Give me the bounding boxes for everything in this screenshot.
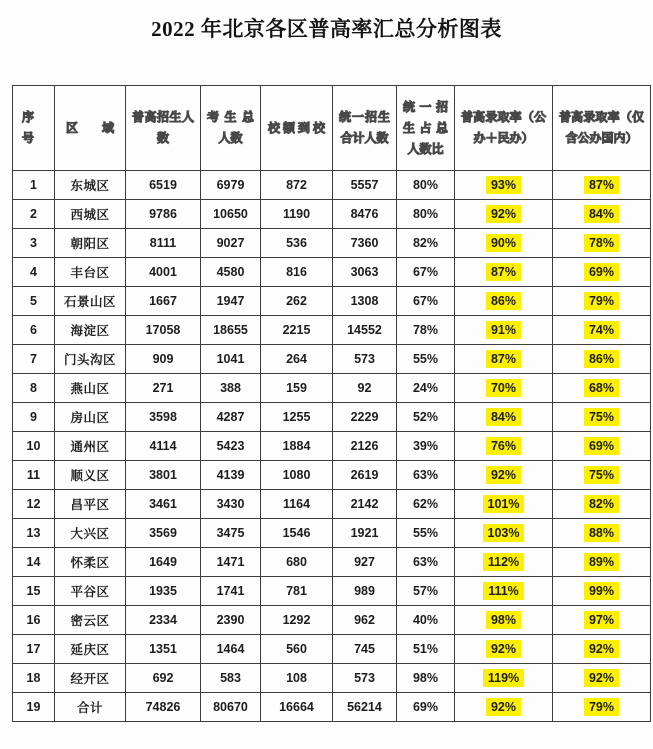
- table-cell: [455, 577, 553, 606]
- highlight-value: 92%: [486, 466, 521, 484]
- table-row: [13, 548, 651, 577]
- table-cell: 573: [333, 664, 397, 693]
- table-cell: 1308: [333, 287, 397, 316]
- table-cell: 2: [13, 200, 55, 229]
- table-cell: 2619: [333, 461, 397, 490]
- table-cell: 1471: [201, 548, 261, 577]
- table-cell: 8111: [126, 229, 201, 258]
- table-cell: 63%: [397, 461, 455, 490]
- highlight-value: 92%: [486, 640, 521, 658]
- highlight-value: 92%: [486, 205, 521, 223]
- table-cell: 80670: [201, 693, 261, 722]
- column-header-rate-all: 普高录取率（公办＋民办）: [455, 86, 553, 171]
- table-cell: 7: [13, 345, 55, 374]
- table-body: [13, 171, 651, 722]
- table-cell: [553, 490, 651, 519]
- table-cell: 1164: [261, 490, 333, 519]
- table-cell: 1: [13, 171, 55, 200]
- highlight-value: 90%: [486, 234, 521, 252]
- table-cell: [553, 258, 651, 287]
- table-cell: 6979: [201, 171, 261, 200]
- table-row: [13, 403, 651, 432]
- table-cell: [455, 461, 553, 490]
- table-cell: 5: [13, 287, 55, 316]
- table-row: [13, 258, 651, 287]
- table-cell: [455, 693, 553, 722]
- highlight-value: 103%: [483, 524, 525, 542]
- table-cell: 1041: [201, 345, 261, 374]
- table-cell: 692: [126, 664, 201, 693]
- table-row: [13, 316, 651, 345]
- highlight-value: 86%: [584, 350, 619, 368]
- table-cell: 74826: [126, 693, 201, 722]
- highlight-value: 99%: [584, 582, 619, 600]
- table-cell: 1935: [126, 577, 201, 606]
- table-row: [13, 461, 651, 490]
- table-cell: 大兴区: [55, 519, 126, 548]
- highlight-value: 92%: [584, 640, 619, 658]
- table-cell: 通州区: [55, 432, 126, 461]
- table-cell: 55%: [397, 519, 455, 548]
- table-cell: [455, 606, 553, 635]
- table-cell: 4139: [201, 461, 261, 490]
- table-row: [13, 432, 651, 461]
- table-cell: 5423: [201, 432, 261, 461]
- highlight-value: 93%: [486, 176, 521, 194]
- table-cell: 40%: [397, 606, 455, 635]
- table-cell: 57%: [397, 577, 455, 606]
- highlight-value: 111%: [483, 582, 524, 600]
- table-cell: 昌平区: [55, 490, 126, 519]
- table-cell: 3430: [201, 490, 261, 519]
- table-cell: 16: [13, 606, 55, 635]
- table-cell: 67%: [397, 258, 455, 287]
- table-cell: 560: [261, 635, 333, 664]
- table-cell: 14: [13, 548, 55, 577]
- table-cell: 583: [201, 664, 261, 693]
- table-cell: 1080: [261, 461, 333, 490]
- table-cell: 18655: [201, 316, 261, 345]
- table-header: [13, 86, 651, 171]
- table-cell: 石景山区: [55, 287, 126, 316]
- table-cell: 3475: [201, 519, 261, 548]
- highlight-value: 92%: [584, 669, 619, 687]
- table-cell: [553, 171, 651, 200]
- page-title: 2022 年北京各区普高率汇总分析图表: [151, 17, 502, 41]
- table-cell: 2229: [333, 403, 397, 432]
- highlight-value: 74%: [584, 321, 619, 339]
- table-cell: [553, 606, 651, 635]
- column-header-examinees: 考生总人数: [201, 86, 261, 171]
- table-cell: [455, 200, 553, 229]
- table-cell: [455, 635, 553, 664]
- table-cell: 17: [13, 635, 55, 664]
- table-cell: 67%: [397, 287, 455, 316]
- table-cell: 1351: [126, 635, 201, 664]
- table-cell: 927: [333, 548, 397, 577]
- header-row: [13, 86, 651, 171]
- table-cell: 1190: [261, 200, 333, 229]
- table-cell: 1546: [261, 519, 333, 548]
- table-cell: 55%: [397, 345, 455, 374]
- table-cell: 680: [261, 548, 333, 577]
- highlight-value: 79%: [584, 292, 619, 310]
- table-cell: 781: [261, 577, 333, 606]
- highlight-value: 98%: [486, 611, 521, 629]
- table-cell: 3063: [333, 258, 397, 287]
- table-cell: 52%: [397, 403, 455, 432]
- table-cell: 39%: [397, 432, 455, 461]
- table-cell: [455, 548, 553, 577]
- highlight-value: 87%: [486, 350, 521, 368]
- highlight-value: 69%: [584, 437, 619, 455]
- highlight-value: 87%: [486, 263, 521, 281]
- table-row: [13, 374, 651, 403]
- table-cell: 9027: [201, 229, 261, 258]
- column-header-index: 序号: [13, 86, 55, 171]
- table-cell: [553, 664, 651, 693]
- table-row: [13, 287, 651, 316]
- table-cell: 745: [333, 635, 397, 664]
- highlight-value: 86%: [486, 292, 521, 310]
- table-cell: 海淀区: [55, 316, 126, 345]
- table-cell: 4287: [201, 403, 261, 432]
- table-cell: [455, 374, 553, 403]
- table-cell: 9: [13, 403, 55, 432]
- table-cell: 3461: [126, 490, 201, 519]
- table-cell: [553, 374, 651, 403]
- table-cell: 1292: [261, 606, 333, 635]
- column-header-rate-public: 普高录取率（仅含公办国内）: [553, 86, 651, 171]
- table-cell: 2142: [333, 490, 397, 519]
- table-cell: 19: [13, 693, 55, 722]
- highlight-value: 91%: [486, 321, 521, 339]
- table-cell: 顺义区: [55, 461, 126, 490]
- highlight-value: 88%: [584, 524, 619, 542]
- table-cell: [553, 200, 651, 229]
- highlight-value: 68%: [584, 379, 619, 397]
- table-cell: 78%: [397, 316, 455, 345]
- table-cell: [455, 345, 553, 374]
- table-cell: 1947: [201, 287, 261, 316]
- summary-table: [12, 85, 651, 722]
- table-cell: 1741: [201, 577, 261, 606]
- table-cell: 8: [13, 374, 55, 403]
- table-cell: 3801: [126, 461, 201, 490]
- table-cell: [455, 229, 553, 258]
- table-cell: 69%: [397, 693, 455, 722]
- highlight-value: 69%: [584, 263, 619, 281]
- table-cell: 西城区: [55, 200, 126, 229]
- table-cell: 房山区: [55, 403, 126, 432]
- table-cell: 816: [261, 258, 333, 287]
- table-cell: 2215: [261, 316, 333, 345]
- table-cell: 1649: [126, 548, 201, 577]
- table-row: [13, 200, 651, 229]
- table-cell: 989: [333, 577, 397, 606]
- table-cell: 271: [126, 374, 201, 403]
- table-cell: 1667: [126, 287, 201, 316]
- table-cell: 82%: [397, 229, 455, 258]
- table-cell: 573: [333, 345, 397, 374]
- table-cell: 3569: [126, 519, 201, 548]
- table-row: [13, 490, 651, 519]
- table-cell: 10: [13, 432, 55, 461]
- table-cell: 东城区: [55, 171, 126, 200]
- table-cell: [455, 171, 553, 200]
- table-cell: [455, 258, 553, 287]
- table-cell: 11: [13, 461, 55, 490]
- table-cell: 92: [333, 374, 397, 403]
- table-row: [13, 664, 651, 693]
- table-cell: 1464: [201, 635, 261, 664]
- table-cell: 丰台区: [55, 258, 126, 287]
- highlight-value: 79%: [584, 698, 619, 716]
- table-row: [13, 635, 651, 664]
- table-cell: 98%: [397, 664, 455, 693]
- table-cell: 14552: [333, 316, 397, 345]
- table-cell: [455, 432, 553, 461]
- column-header-district: 区域: [55, 86, 126, 171]
- table-row: [13, 345, 651, 374]
- highlight-value: 92%: [486, 698, 521, 716]
- table-cell: 108: [261, 664, 333, 693]
- table-cell: 密云区: [55, 606, 126, 635]
- table-row: [13, 606, 651, 635]
- table-cell: [553, 519, 651, 548]
- table-cell: 3598: [126, 403, 201, 432]
- highlight-value: 75%: [584, 408, 619, 426]
- table-cell: 1884: [261, 432, 333, 461]
- table-cell: [553, 229, 651, 258]
- table-cell: 264: [261, 345, 333, 374]
- table-cell: [553, 287, 651, 316]
- table-cell: 经开区: [55, 664, 126, 693]
- table-cell: 1921: [333, 519, 397, 548]
- highlight-value: 84%: [486, 408, 521, 426]
- table-cell: [455, 287, 553, 316]
- table-cell: 9786: [126, 200, 201, 229]
- table-cell: 怀柔区: [55, 548, 126, 577]
- table-cell: 2334: [126, 606, 201, 635]
- table-row: [13, 693, 651, 722]
- table-cell: [553, 432, 651, 461]
- table-cell: 12: [13, 490, 55, 519]
- table-cell: 388: [201, 374, 261, 403]
- highlight-value: 76%: [486, 437, 521, 455]
- table-cell: 2126: [333, 432, 397, 461]
- table-cell: 18: [13, 664, 55, 693]
- table-cell: [455, 519, 553, 548]
- table-cell: 8476: [333, 200, 397, 229]
- highlight-value: 89%: [584, 553, 619, 571]
- table-cell: 56214: [333, 693, 397, 722]
- table-cell: 3: [13, 229, 55, 258]
- table-cell: 80%: [397, 171, 455, 200]
- table-row: [13, 171, 651, 200]
- column-header-school-quota: 校额到校: [261, 86, 333, 171]
- table-cell: 燕山区: [55, 374, 126, 403]
- table-row: [13, 229, 651, 258]
- highlight-value: 87%: [584, 176, 619, 194]
- table-row: [13, 519, 651, 548]
- highlight-value: 84%: [584, 205, 619, 223]
- table-cell: 4580: [201, 258, 261, 287]
- table-cell: 4: [13, 258, 55, 287]
- table-cell: 合计: [55, 693, 126, 722]
- table-cell: [553, 577, 651, 606]
- column-header-unified-ratio: 统一招生占总人数比: [397, 86, 455, 171]
- highlight-value: 119%: [483, 669, 524, 687]
- table-cell: 4001: [126, 258, 201, 287]
- table-cell: 1255: [261, 403, 333, 432]
- table-cell: [455, 316, 553, 345]
- table-cell: [455, 664, 553, 693]
- table-cell: 朝阳区: [55, 229, 126, 258]
- table-cell: [553, 461, 651, 490]
- table-cell: 962: [333, 606, 397, 635]
- table-cell: 62%: [397, 490, 455, 519]
- table-cell: [553, 345, 651, 374]
- table-cell: 门头沟区: [55, 345, 126, 374]
- table-cell: 159: [261, 374, 333, 403]
- table-cell: [553, 635, 651, 664]
- column-header-unified-total: 统一招生合计人数: [333, 86, 397, 171]
- table-cell: 7360: [333, 229, 397, 258]
- table-cell: 13: [13, 519, 55, 548]
- highlight-value: 75%: [584, 466, 619, 484]
- table-cell: 51%: [397, 635, 455, 664]
- table-cell: [553, 403, 651, 432]
- table-cell: 5557: [333, 171, 397, 200]
- table-cell: 15: [13, 577, 55, 606]
- table-cell: [455, 403, 553, 432]
- highlight-value: 97%: [584, 611, 619, 629]
- highlight-value: 70%: [486, 379, 521, 397]
- highlight-value: 112%: [483, 553, 524, 571]
- highlight-value: 78%: [584, 234, 619, 252]
- table-cell: 6519: [126, 171, 201, 200]
- table-cell: [553, 316, 651, 345]
- table-cell: 6: [13, 316, 55, 345]
- table-cell: 10650: [201, 200, 261, 229]
- highlight-value: 82%: [584, 495, 619, 513]
- table-cell: 24%: [397, 374, 455, 403]
- table-cell: [455, 490, 553, 519]
- table-cell: 延庆区: [55, 635, 126, 664]
- table-cell: [553, 548, 651, 577]
- highlight-value: 101%: [483, 495, 525, 513]
- table-cell: 4114: [126, 432, 201, 461]
- table-cell: 80%: [397, 200, 455, 229]
- table-cell: 63%: [397, 548, 455, 577]
- column-header-enrollment: 普高招生人数: [126, 86, 201, 171]
- table-cell: 2390: [201, 606, 261, 635]
- table-cell: 平谷区: [55, 577, 126, 606]
- table-row: [13, 577, 651, 606]
- table-cell: 872: [261, 171, 333, 200]
- table-cell: [553, 693, 651, 722]
- table-cell: 909: [126, 345, 201, 374]
- table-cell: 262: [261, 287, 333, 316]
- table-cell: 536: [261, 229, 333, 258]
- table-cell: 16664: [261, 693, 333, 722]
- table-cell: 17058: [126, 316, 201, 345]
